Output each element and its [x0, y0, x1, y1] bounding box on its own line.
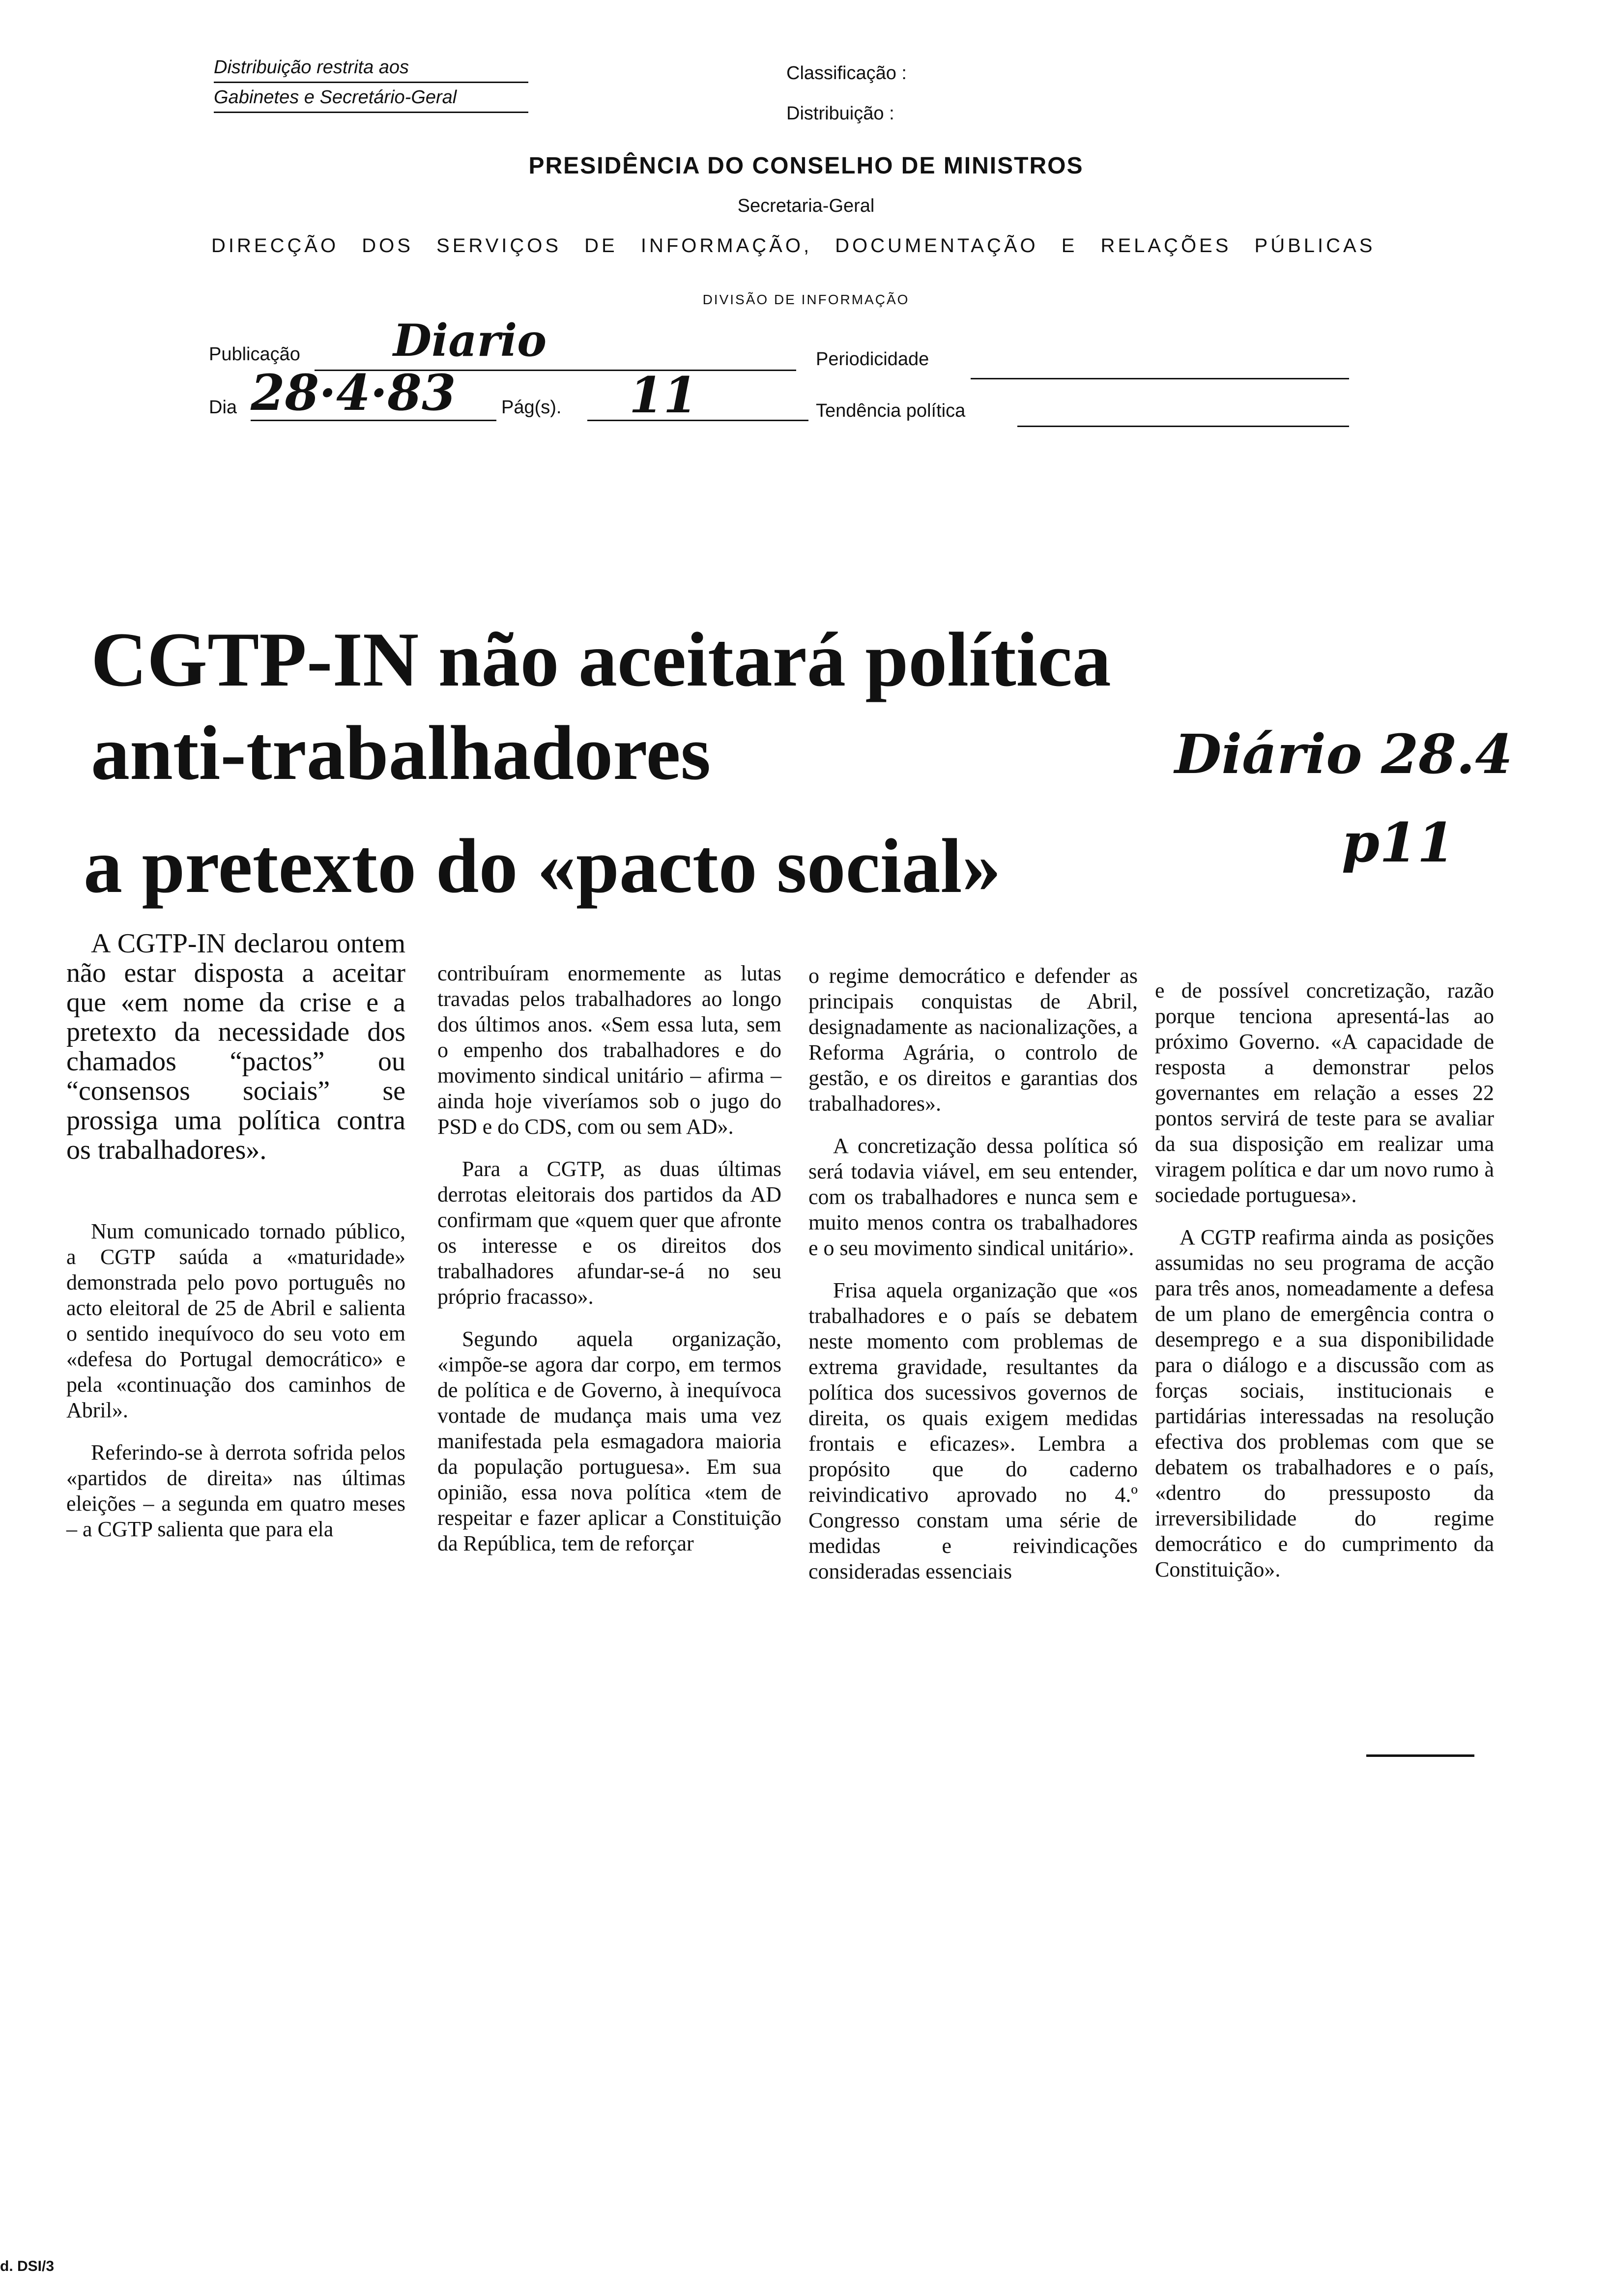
- headline-line-1: CGTP-IN não aceitará política: [91, 617, 1111, 703]
- tendencia-label: Tendência política: [816, 401, 966, 421]
- pags-label: Pág(s).: [501, 397, 562, 418]
- col3-paragraph: o regime democrático e defender as principais conquistas de Abril, designadamente as nacionalizações, a Reforma Agrária, o controlo de gestão, e os direitos e garantias dos trabalhadores».: [808, 964, 1138, 1116]
- col4-paragraph: e de possível concretização, razão porque tenciona apresentá-las ao próximo Governo. «A capacidade de resposta a demonstrar pelos governantes em relação a esses 22 pontos servirá de teste para se avaliar da sua disposição em realizar uma viragem política e dar um novo rumo à sociedade portuguesa».: [1155, 978, 1494, 1207]
- periodicidade-label: Periodicidade: [816, 349, 929, 370]
- headline-line-2: anti-trabalhadores: [91, 710, 711, 796]
- article-column-1: [66, 929, 405, 1542]
- dia-label: Dia: [209, 397, 237, 418]
- presidencia-title: PRESIDÊNCIA DO CONSELHO DE MINISTROS: [528, 153, 1084, 179]
- article-column-3: [808, 963, 1138, 1584]
- col2-paragraph: Segundo aquela organização, «impõe-se agora dar corpo, em termos de política e de Governo, à inequívoca vontade de mudança mais uma vez manifestada pela esmagadora maioria da população portuguesa». Em sua opinião, essa nova política «tem de respeitar e fazer aplicar a Constituição da República, tem de reforçar: [437, 1327, 781, 1555]
- col1-paragraph: Referindo-se à derrota sofrida pelos «partidos de direita» nas últimas eleições – a segunda em quatro meses – a CGTP salienta que para ela: [66, 1440, 405, 1541]
- headline-line-3: a pretexto do «pacto social»: [84, 823, 1001, 909]
- distribution-notice: [214, 53, 528, 113]
- publicacao-handwritten-value: Diario: [393, 315, 547, 367]
- periodicidade-line: [971, 376, 1349, 379]
- secretaria-geral: Secretaria-Geral: [737, 196, 875, 216]
- divisao-informacao: DIVISÃO DE INFORMAÇÃO: [702, 292, 910, 307]
- article-column-4: [1155, 978, 1494, 1582]
- article-column-2: [437, 961, 781, 1556]
- pags-line: [587, 418, 808, 421]
- col4-paragraph: A CGTP reafirma ainda as posições assumidas no seu programa de acção para três anos, nomeadamente a defesa de um plano de emergência contra o desemprego e a sua disponibilidade para o diálogo e a discussão com as forças sociais, institucionais e partidárias interessadas na resolução efectiva dos problemas com que se debatem os trabalhadores e o país, «dentro do pressuposto da irreversibilidade do regime democrático e do cumprimento da Constituição».: [1155, 1225, 1494, 1581]
- distribution-line-2: Gabinetes e Secretário-Geral: [214, 83, 528, 113]
- col3-paragraph: A concretização dessa política só será todavia viável, em seu entender, com os trabalhadores e nunca sem e muito menos contra os trabalhadores e o seu movimento sindical unitário».: [808, 1134, 1138, 1260]
- direccao-servicos: DIRECÇÃO DOS SERVIÇOS DE INFORMAÇÃO, DOCUMENTAÇÃO E RELAÇÕES PÚBLICAS: [211, 235, 1376, 257]
- col1-paragraph: Num comunicado tornado público, a CGTP saúda a «maturidade» demonstrada pelo povo português no acto eleitoral de 25 de Abril e salienta o sentido inequívoco do seu voto em «defesa do Portugal democrático» e pela «continuação dos caminhos de Abril».: [66, 1219, 405, 1422]
- dia-handwritten-value: 28·4·83: [251, 364, 456, 422]
- publicacao-label: Publicação: [209, 344, 300, 365]
- form-code: d. DSI/3: [0, 2258, 55, 2274]
- handwritten-annotation-page: p11: [1342, 811, 1455, 874]
- pags-handwritten-value: 11: [629, 366, 698, 424]
- col2-paragraph: contribuíram enormemente as lutas travadas pelos trabalhadores ao longo dos últimos anos. «Sem essa luta, sem o empenho dos trabalhadores e do movimento sindical unitário – afirma – ainda hoje viveríamos sob o jugo do PSD e do CDS, com ou sem AD».: [437, 961, 781, 1139]
- classificacao-label: Classificação :: [786, 63, 907, 84]
- tendencia-line: [1017, 424, 1349, 427]
- col1-paragraph-lead: A CGTP-IN declarou ontem não estar disposta a aceitar que «em nome da crise e a pretexto da necessidade dos chamados “pactos” ou “consensos sociais” se prossiga uma política contra os trabalhadores».: [66, 928, 405, 1165]
- distribuicao-label: Distribuição :: [786, 103, 894, 124]
- col3-paragraph: Frisa aquela organização que «os trabalhadores e o país se debatem neste momento com problemas de extrema gravidade, resultantes da política dos sucessivos governos de direita, os quais exigem medidas frontais e eficazes». Lembra a propósito que do caderno reivindicativo aprovado no 4.º Congresso constam uma série de medidas e reivindicações consideradas essenciais: [808, 1278, 1138, 1583]
- handwritten-annotation-date: Diário 28.4: [1175, 722, 1513, 786]
- col2-paragraph: Para a CGTP, as duas últimas derrotas eleitorais dos partidos da AD confirmam que «quem quer que afronte os interesse e os direitos dos trabalhadores afundar-se-á no seu próprio fracasso».: [437, 1157, 781, 1309]
- distribution-line-1: Distribuição restrita aos: [214, 53, 528, 83]
- article-end-rule: [1366, 1754, 1474, 1757]
